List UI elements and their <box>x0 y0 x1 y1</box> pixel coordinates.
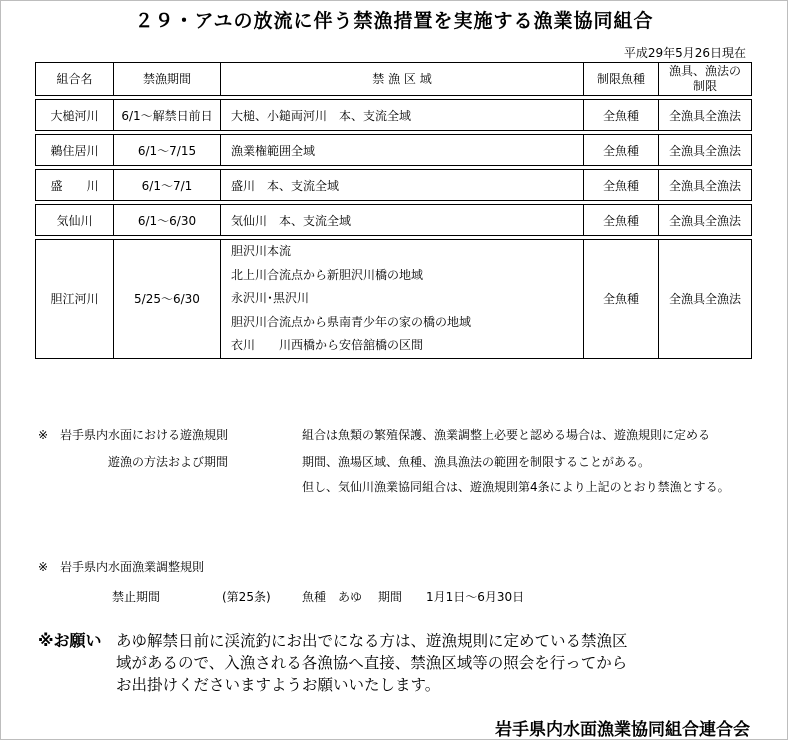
header-gear-line1: 漁具、漁法の <box>668 64 741 78</box>
period-cell: 5/25～6/30 <box>114 240 221 359</box>
note1-text-line3: 但し、気仙川漁業協同組合は、遊漁規則第4条により上記のとおり禁漁とする。 <box>302 480 730 494</box>
period-cell: 6/1～7/15 <box>114 135 221 166</box>
note2-label: 禁止期間 <box>112 590 161 604</box>
note2-period: 期間 1月1日～6月30日 <box>378 590 525 604</box>
header-area: 禁 漁 区 域 <box>221 63 584 96</box>
area-line: 胆沢川本流 <box>231 244 292 258</box>
note1-subheading: 遊漁の方法および期間 <box>108 455 229 469</box>
note2-article: (第25条) <box>222 590 271 604</box>
union-cell: 気仙川 <box>36 205 114 236</box>
request-line3: お出掛けくださいますようお願いいたします。 <box>116 676 441 694</box>
area-cell: 大槌、小鎚両河川 本、支流全域 <box>221 100 584 131</box>
header-union: 組合名 <box>36 63 114 96</box>
header-gear <box>659 63 752 96</box>
area-cell: 盛川 本、支流全域 <box>221 170 584 201</box>
period-cell: 6/1～6/30 <box>114 205 221 236</box>
header-gear-line2: 制限 <box>692 79 717 93</box>
note1-heading: ※ 岩手県内水面における遊漁規則 <box>38 428 229 442</box>
period-cell: 6/1～解禁日前日 <box>114 100 221 131</box>
document-title: ２９・アユの放流に伴う禁漁措置を実施する漁業協同組合 <box>134 10 654 32</box>
request-line2: 域があるので、入漁される各漁協へ直接、禁漁区域等の照会を行ってから <box>116 654 628 672</box>
union-cell: 盛 川 <box>36 170 114 201</box>
gear-cell: 全漁具全漁法 <box>659 170 752 201</box>
species-cell: 全魚種 <box>584 240 659 359</box>
union-cell: 鵜住居川 <box>36 135 114 166</box>
gear-cell: 全漁具全漁法 <box>659 240 752 359</box>
period-cell: 6/1～7/1 <box>114 170 221 201</box>
area-cell: 気仙川 本、支流全域 <box>221 205 584 236</box>
request-block <box>38 630 758 696</box>
header-period: 禁漁期間 <box>114 63 221 96</box>
area-cell: 漁業権範囲全域 <box>221 135 584 166</box>
table-row <box>36 100 752 131</box>
request-line1: あゆ解禁日前に渓流釣にお出でになる方は、遊漁規則に定めている禁漁区 <box>116 632 628 650</box>
table-row <box>36 205 752 236</box>
gear-cell: 全漁具全漁法 <box>659 135 752 166</box>
species-cell: 全魚種 <box>584 100 659 131</box>
closure-table <box>35 62 752 359</box>
area-line: 永沢川･黒沢川 <box>231 291 310 305</box>
union-cell: 大槌河川 <box>36 100 114 131</box>
table-row <box>36 135 752 166</box>
gear-cell: 全漁具全漁法 <box>659 100 752 131</box>
header-species: 制限魚種 <box>584 63 659 96</box>
species-cell: 全魚種 <box>584 135 659 166</box>
species-cell: 全魚種 <box>584 205 659 236</box>
request-label: ※お願い <box>38 631 102 650</box>
union-cell: 胆江河川 <box>36 240 114 359</box>
table-header-row <box>36 63 752 96</box>
species-cell: 全魚種 <box>584 170 659 201</box>
note2-species: 魚種 あゆ <box>302 590 363 604</box>
note1-text-line1: 組合は魚類の繁殖保護、漁業調整上必要と認める場合は、遊漁規則に定める <box>302 428 711 442</box>
table-row <box>36 240 752 359</box>
area-line: 北上川合流点から新胆沢川橋の地域 <box>231 267 424 282</box>
issuer-name: 岩手県内水面漁業協同組合連合会 <box>495 720 750 740</box>
gear-cell: 全漁具全漁法 <box>659 205 752 236</box>
note1-text-line2: 期間、漁場区域、魚種、漁具漁法の範囲を制限することがある。 <box>302 455 651 469</box>
area-cell <box>221 240 584 359</box>
as-of-date: 平成29年5月26日現在 <box>623 46 746 60</box>
area-line: 衣川 川西橋から安倍舘橋の区間 <box>231 338 424 352</box>
note2-heading: ※ 岩手県内水面漁業調整規則 <box>38 560 205 574</box>
area-line: 胆沢川合流点から県南青少年の家の橋の地域 <box>231 314 472 329</box>
table-row <box>36 170 752 201</box>
